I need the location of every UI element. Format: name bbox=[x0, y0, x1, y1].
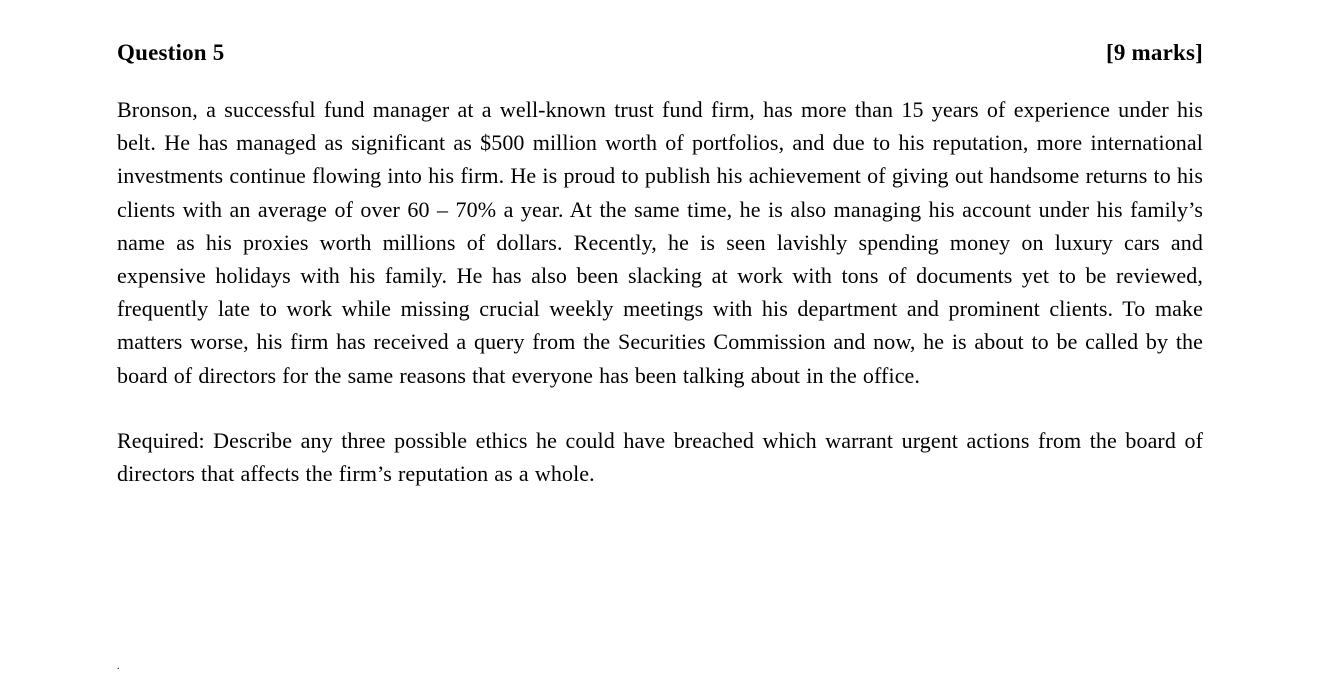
page-content bbox=[117, 40, 1203, 490]
marks-label: [9 marks] bbox=[1106, 40, 1203, 65]
question-header bbox=[117, 40, 1203, 66]
stray-mark: . bbox=[117, 661, 120, 672]
required-instruction-text: Required: Describe any three possible ethics he could have breached which warrant urgent actions from the board of directors that affects the firm’s reputation as a whole. bbox=[117, 427, 1203, 487]
question-number-label: Question 5 bbox=[117, 40, 225, 65]
question-body-text: Bronson, a successful fund manager at a well-known trust fund firm, has more than 15 years of experience under his belt. He has managed as significant as $500 million worth of portfolios, and due to his reputation, more international investments continue flowing into his firm. He is proud to publish his achievement of giving out handsome returns to his clients with an average of over 60 – 70% a year. At the same time, he is also managing his account under his family’s name as his proxies worth millions of dollars. Recently, he is seen lavishly spending money on luxury cars and expensive holidays with his family. He has also been slacking at work with tons of documents yet to be reviewed, frequently late to work while missing crucial weekly meetings with his department and prominent clients. To make matters worse, his firm has received a query from the Securities Commission and now, he is about to be called by the board of directors for the same reasons that everyone has been talking about in the office. bbox=[117, 97, 1203, 388]
